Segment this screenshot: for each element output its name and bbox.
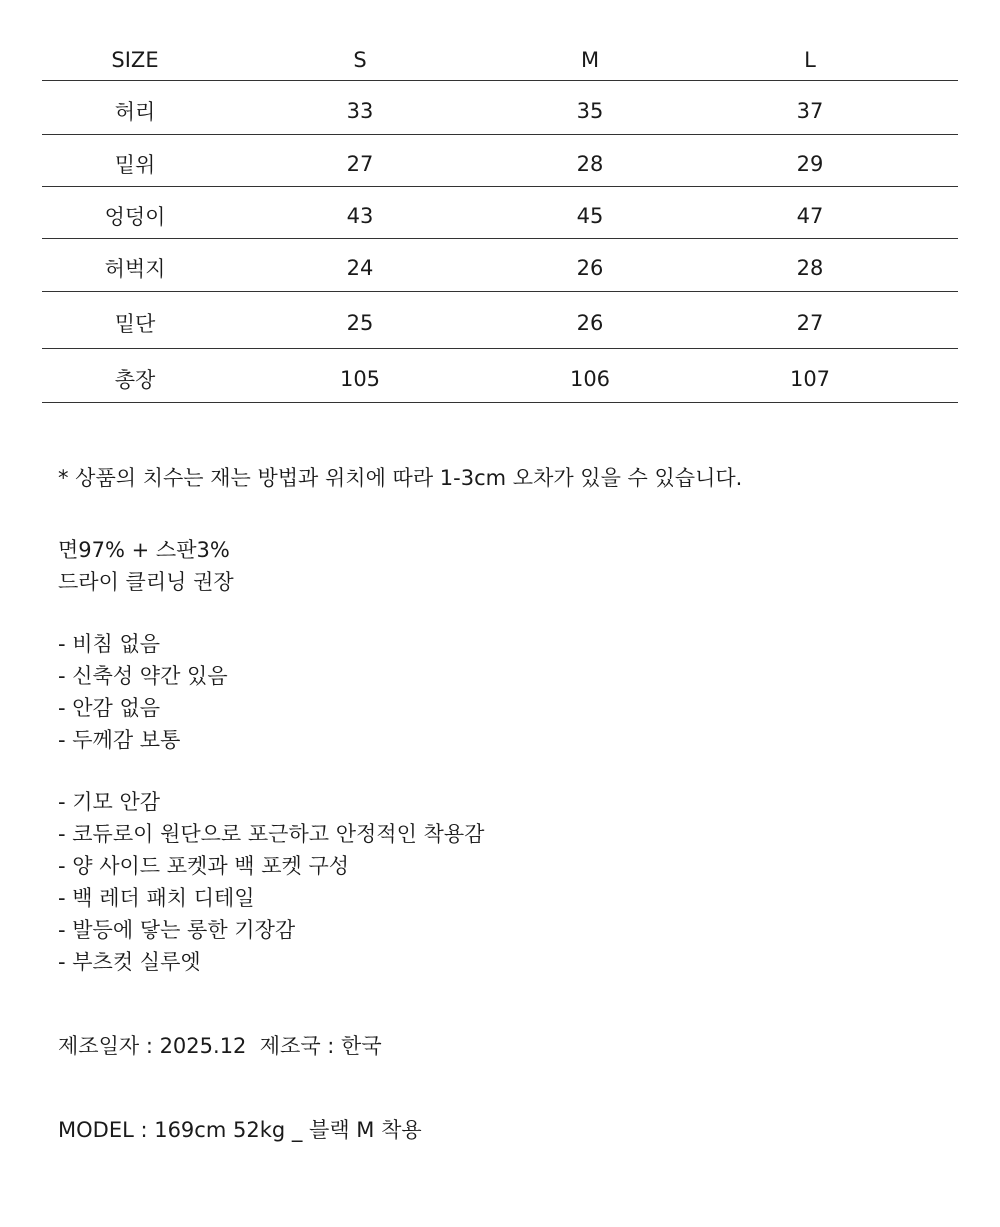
cell-l: 107 [789,366,831,391]
row-label: 엉덩이 [104,204,166,229]
cell-m: 45 [576,203,604,228]
cell-m: 35 [576,98,604,123]
feature-item: - 백 레더 패치 디테일 [58,886,255,910]
feature-item: - 부츠컷 실루엣 [58,950,201,974]
table-row [42,135,958,187]
table-row [42,81,958,135]
header-size: SIZE [111,48,159,72]
cell-m: 26 [576,311,604,335]
cell-s: 25 [346,311,374,335]
header-m: M [580,48,600,72]
property-item: - 안감 없음 [58,696,161,720]
row-label: 총장 [114,367,156,392]
cell-m: 28 [576,151,604,176]
table-row [42,292,958,349]
cell-l: 37 [796,98,824,123]
cell-s: 27 [346,151,374,176]
size-disclaimer: * 상품의 치수는 재는 방법과 위치에 따라 1-3cm 오차가 있을 수 있습니다. [58,466,743,490]
size-table [42,40,958,403]
property-item: - 비침 없음 [58,632,161,656]
product-notes [58,462,958,1146]
feature-item: - 양 사이드 포켓과 백 포켓 구성 [58,854,350,878]
table-row [42,239,958,292]
feature-item: - 코듀로이 원단으로 포근하고 안정적인 착용감 [58,822,485,846]
row-label: 허리 [114,99,156,124]
feature-item: - 발등에 닿는 롱한 기장감 [58,918,296,942]
cell-l: 47 [796,203,824,228]
cell-s: 105 [339,366,381,391]
cell-m: 106 [569,366,611,391]
cell-s: 24 [346,256,374,280]
row-label: 밑단 [114,312,156,336]
header-l: L [804,48,816,72]
row-label: 밑위 [114,152,156,177]
cell-m: 26 [576,256,604,280]
size-table-header [42,40,958,81]
care-info: 드라이 클리닝 권장 [58,570,234,594]
manufacture-info: 제조일자 : 2025.12 제조국 : 한국 [58,1034,382,1058]
material-info: 면97% + 스판3% [58,538,230,562]
table-row [42,349,958,403]
cell-s: 33 [346,98,374,123]
cell-s: 43 [346,203,374,228]
cell-l: 29 [796,151,824,176]
header-s: S [353,48,367,72]
model-info: MODEL : 169cm 52kg _ 블랙 M 착용 [58,1118,422,1142]
cell-l: 28 [796,256,824,280]
cell-l: 27 [796,311,824,335]
feature-item: - 기모 안감 [58,790,161,814]
property-item: - 신축성 약간 있음 [58,664,228,688]
property-item: - 두께감 보통 [58,728,181,752]
row-label: 허벅지 [104,257,166,281]
table-row [42,187,958,239]
